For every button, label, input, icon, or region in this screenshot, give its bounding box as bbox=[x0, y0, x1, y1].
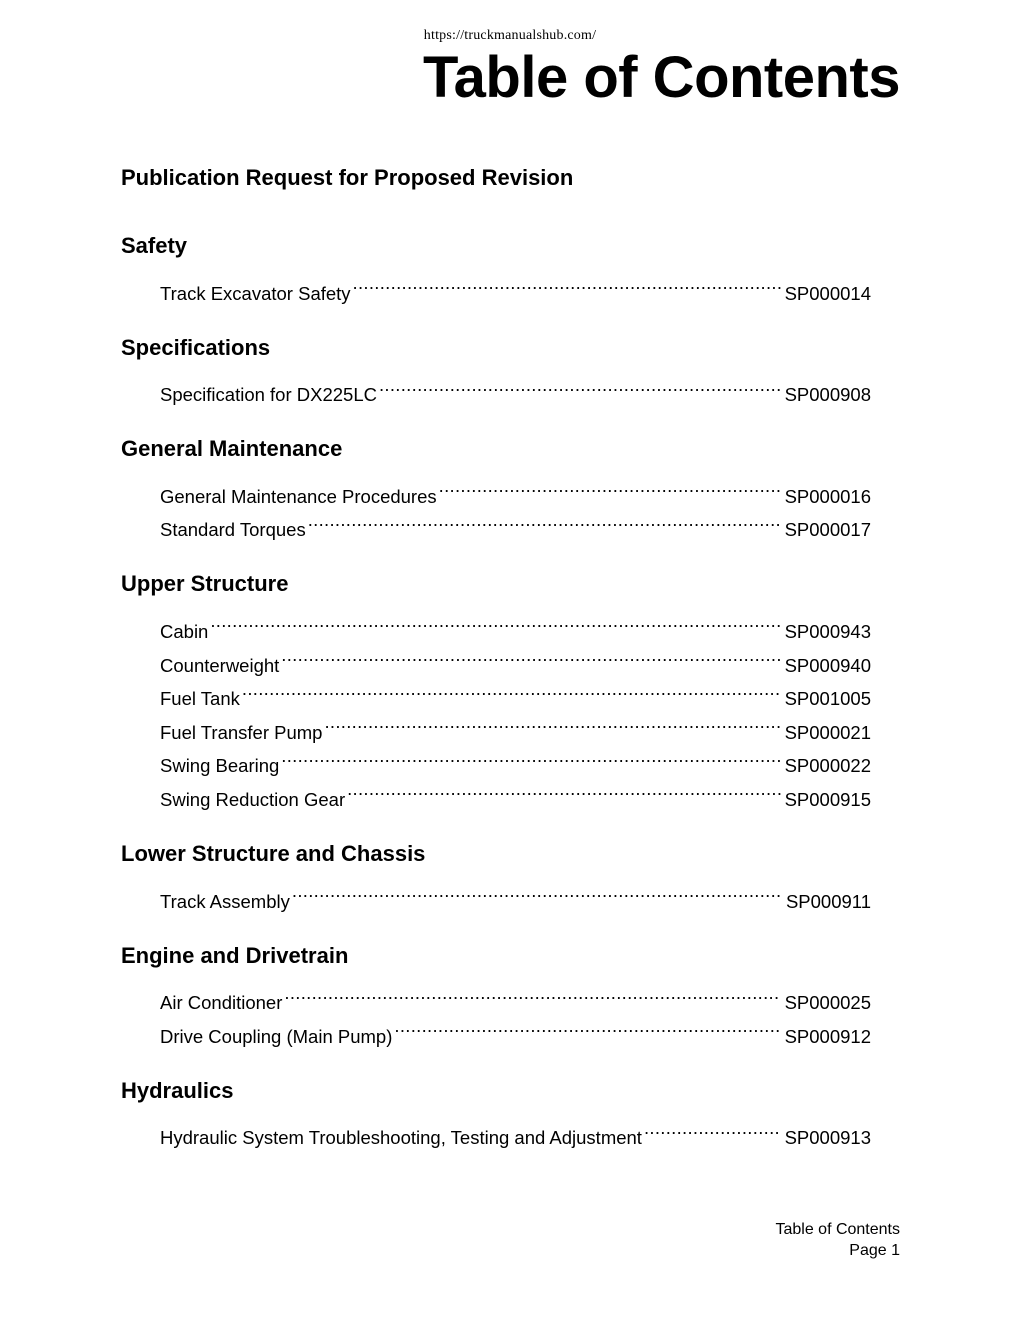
entry-section-code: SP000940 bbox=[784, 654, 871, 676]
table-of-contents bbox=[121, 164, 871, 1149]
section-heading: Upper Structure bbox=[121, 571, 289, 597]
toc-entry[interactable] bbox=[121, 638, 871, 676]
section-entries bbox=[121, 976, 871, 1047]
entry-section-code: SP000021 bbox=[784, 721, 871, 743]
section-entries bbox=[121, 469, 871, 541]
entry-section-code: SP000912 bbox=[784, 1025, 871, 1047]
entry-name: Air Conditioner bbox=[160, 992, 283, 1014]
entry-section-code: SP000915 bbox=[784, 788, 871, 810]
toc-section bbox=[121, 1077, 871, 1149]
dot-leader bbox=[210, 604, 780, 638]
entry-section-code: SP000908 bbox=[784, 384, 871, 406]
toc-entry[interactable] bbox=[121, 1111, 871, 1149]
dot-leader bbox=[308, 503, 781, 537]
source-url: https://truckmanualshub.com/ bbox=[423, 28, 597, 43]
entry-name: General Maintenance Procedures bbox=[160, 485, 437, 507]
section-entries bbox=[121, 368, 871, 406]
section-heading: Specifications bbox=[121, 334, 271, 360]
entry-name: Fuel Tank bbox=[160, 688, 240, 710]
section-heading: Lower Structure and Chassis bbox=[121, 840, 426, 866]
toc-entry[interactable] bbox=[121, 604, 871, 642]
page-footer bbox=[775, 1219, 900, 1261]
section-entries bbox=[121, 604, 871, 810]
section-heading: Safety bbox=[121, 233, 188, 258]
toc-entry[interactable] bbox=[121, 266, 871, 304]
dot-leader bbox=[281, 638, 780, 672]
entry-section-code: SP000913 bbox=[784, 1127, 871, 1149]
dot-leader bbox=[281, 739, 780, 773]
section-entries bbox=[121, 874, 871, 912]
dot-leader bbox=[324, 705, 780, 739]
section-heading: General Maintenance bbox=[121, 436, 343, 462]
dot-leader bbox=[242, 672, 781, 706]
toc-section bbox=[121, 334, 871, 406]
toc-entry[interactable] bbox=[121, 368, 871, 406]
entry-name: Swing Bearing bbox=[160, 755, 280, 777]
section-heading: Hydraulics bbox=[121, 1077, 234, 1103]
dot-leader bbox=[347, 772, 780, 806]
toc-section bbox=[121, 942, 871, 1047]
toc-section bbox=[121, 435, 871, 541]
entry-section-code: SP000943 bbox=[784, 620, 871, 642]
footer-doc-title: Table of Contents bbox=[775, 1221, 900, 1238]
dot-leader bbox=[644, 1111, 781, 1145]
toc-section bbox=[121, 840, 871, 912]
entry-section-code: SP001005 bbox=[784, 688, 871, 710]
entry-name: Cabin bbox=[160, 620, 209, 642]
entry-section-code: SP000016 bbox=[784, 485, 871, 507]
toc-entry[interactable] bbox=[121, 874, 871, 912]
dot-leader bbox=[379, 368, 781, 402]
entry-section-code: SP000017 bbox=[784, 519, 871, 541]
entry-name: Swing Reduction Gear bbox=[160, 788, 346, 810]
entry-section-code: SP000022 bbox=[784, 755, 871, 777]
entry-name: Fuel Transfer Pump bbox=[160, 721, 323, 743]
entry-name: Standard Torques bbox=[160, 519, 306, 541]
section-heading: Engine and Drivetrain bbox=[121, 942, 349, 968]
toc-section bbox=[121, 232, 871, 304]
section-entries bbox=[121, 1111, 871, 1149]
toc-section bbox=[121, 570, 871, 810]
dot-leader bbox=[353, 266, 781, 300]
toc-entry[interactable] bbox=[121, 976, 871, 1014]
dot-leader bbox=[292, 874, 782, 908]
page-number: Page 1 bbox=[849, 1242, 900, 1259]
dot-leader bbox=[284, 976, 780, 1010]
dot-leader bbox=[394, 1009, 780, 1043]
publication-request-heading[interactable]: Publication Request for Proposed Revision bbox=[121, 165, 574, 190]
entry-section-code: SP000911 bbox=[785, 890, 871, 912]
entry-name: Counterweight bbox=[160, 654, 280, 676]
dot-leader bbox=[439, 469, 781, 503]
entry-name: Drive Coupling (Main Pump) bbox=[160, 1025, 393, 1047]
entry-name: Hydraulic System Troubleshooting, Testing and Adjustment bbox=[160, 1127, 642, 1149]
entry-name: Specification for DX225LC bbox=[160, 384, 377, 406]
section-entries bbox=[121, 266, 871, 304]
entry-section-code: SP000014 bbox=[784, 282, 871, 304]
toc-sections bbox=[121, 232, 871, 1149]
entry-name: Track Excavator Safety bbox=[160, 282, 351, 304]
entry-name: Track Assembly bbox=[160, 890, 290, 912]
toc-entry[interactable] bbox=[121, 469, 871, 507]
entry-section-code: SP000025 bbox=[784, 992, 871, 1014]
page-title: Table of Contents bbox=[423, 45, 900, 110]
